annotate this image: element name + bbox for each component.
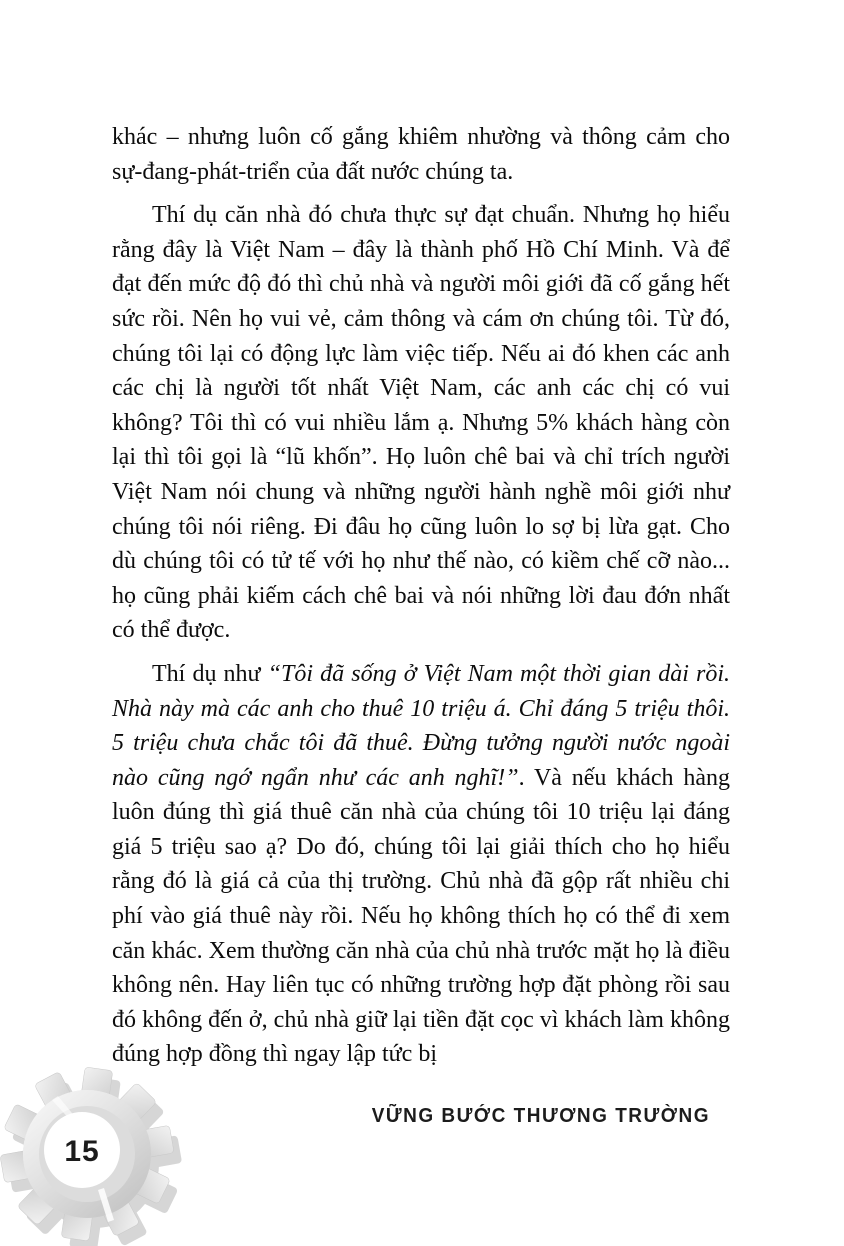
paragraph-segment: khác – nhưng luôn cố gắng khiêm nhường và thông cảm cho sự-đang-phát-triển của đất nước chúng ta.	[112, 124, 730, 185]
paragraph-segment: . Và nếu khách hàng luôn đúng thì giá thuê căn nhà của chúng tôi 10 triệu lại đáng giá 5 triệu sao ạ? Do đó, chúng tôi lại giải thích cho họ hiểu rằng đó là giá cả của thị trường. Chủ nhà đã gộp rất nhiều chi phí vào giá thuê này rồi. Nếu họ không thích họ có thể đi xem căn khác. Xem thường căn nhà của chủ nhà trước mặt họ là điều không nên. Hay liên tục có những trường hợp đặt phòng rồi sau đó không đến ở, chủ nhà giữ lại tiền đặt cọc vì khách làm không đúng hợp đồng thì ngay lập tức bị	[112, 764, 730, 1068]
paragraph	[112, 120, 730, 189]
footer-running-title: VỮNG BƯỚC THƯƠNG TRƯỜNG	[371, 1105, 710, 1128]
page-number: 15	[64, 1135, 100, 1168]
paragraph	[112, 198, 730, 648]
paragraph-segment: Thí dụ như	[152, 660, 268, 687]
page-number-ornament	[0, 1064, 200, 1246]
body-text	[112, 120, 730, 1072]
paragraph-segment: Thí dụ căn nhà đó chưa thực sự đạt chuẩn. Nhưng họ hiểu rằng đây là Việt Nam – đây là thành phố Hồ Chí Minh. Và để đạt đến mức độ đó thì chủ nhà và người môi giới đã cố gắng hết sức rồi. Nên họ vui vẻ, cảm thông và cám ơn chúng tôi. Từ đó, chúng tôi lại có động lực làm việc tiếp. Nếu ai đó khen các anh các chị là người tốt nhất Việt Nam, các anh các chị có vui không? Tôi thì có vui nhiều lắm ạ. Nhưng 5% khách hàng còn lại thì tôi gọi là “lũ khốn”. Họ luôn chê bai và chỉ trích người Việt Nam nói chung và những người hành nghề môi giới như chúng tôi nói riêng. Đi đâu họ cũng luôn lo sợ bị lừa gạt. Cho dù chúng tôi có tử tế với họ như thế nào, có kiềm chế cỡ nào... họ cũng phải kiếm cách chê bai và nói những lời đau đớn nhất có thể được.	[112, 202, 730, 644]
gear-icon	[0, 1064, 200, 1246]
paragraph-segment: “Tôi đã sống ở Việt Nam một thời gian dài rồi. Nhà này mà các anh cho thuê 10 triệu á. Chỉ đáng 5 triệu thôi. 5 triệu chưa chắc tôi đã thuê. Đừng tưởng người nước ngoài nào cũng ngớ ngẩn như các anh nghĩ!”	[112, 660, 730, 791]
paragraph	[112, 657, 730, 1072]
